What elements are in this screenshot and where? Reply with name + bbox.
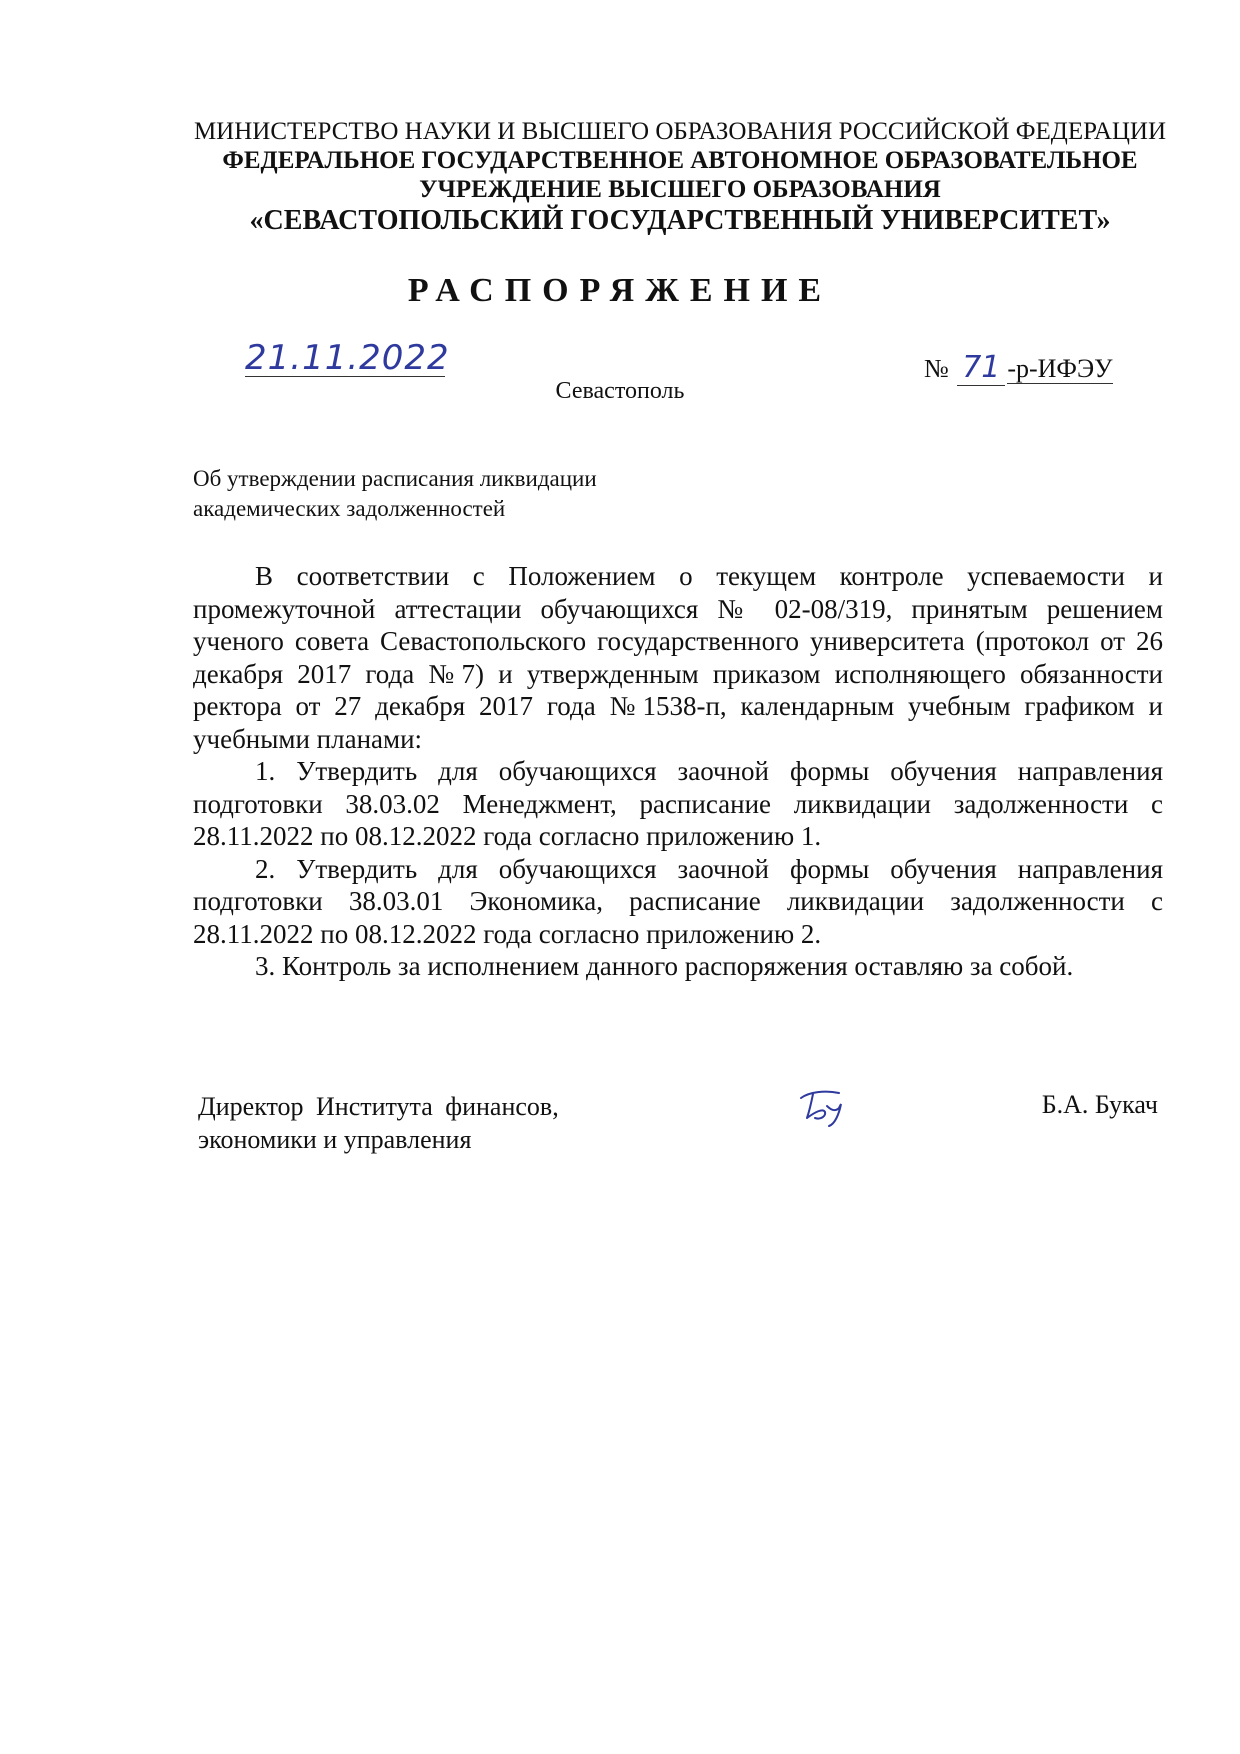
signatory-position (198, 1090, 559, 1156)
position-line-1: Директор Института финансов, (198, 1092, 559, 1121)
preamble-paragraph: В соответствии с Положением о текущем контроле успеваемости и промежуточной аттестации обучающихся № 02-08/319, принятым решением ученого совета Севастопольского государственного университета (протокол от 26 декабря 2017 года №7) и утвержденным приказом исполняющего обязанности ректора от 27 декабря 2017 года №1538-п, календарным учебным графиком и учебными планами: (193, 561, 1163, 754)
handwritten-date: 21.11.2022 (245, 338, 450, 378)
institution-type-line2: УЧРЕЖДЕНИЕ ВЫСШЕГО ОБРАЗОВАНИЯ (419, 176, 941, 203)
handwritten-order-number: 71 (957, 350, 1005, 386)
letterhead (180, 117, 1180, 238)
signature-block (198, 1090, 1158, 1180)
order-subject (193, 464, 597, 524)
order-number-suffix: -р-ИФЭУ (1007, 354, 1113, 383)
order-body (193, 560, 1163, 983)
institution-type-line1: ФЕДЕРАЛЬНОЕ ГОСУДАРСТВЕННОЕ АВТОНОМНОЕ ОБРАЗОВАТЕЛЬНОЕ (222, 147, 1138, 174)
signatory-name: Б.А. Букач (1041, 1090, 1158, 1119)
city-name: Севастополь (555, 378, 685, 404)
clause-1-paragraph: 1. Утвердить для обучающихся заочной формы обучения направления подготовки 38.03.02 Менеджмент, расписание ликвидации задолженности с 28.11.2022 по 08.12.2022 года согласно приложению 1. (193, 756, 1163, 851)
subject-line-2: академических задолженностей (193, 496, 506, 521)
number-sign: № (924, 354, 949, 383)
ministry-name: МИНИСТЕРСТВО НАУКИ И ВЫСШЕГО ОБРАЗОВАНИЯ РОССИЙСКОЙ ФЕДЕРАЦИИ (193, 118, 1167, 145)
university-name: «СЕВАСТОПОЛЬСКИЙ ГОСУДАРСТВЕННЫЙ УНИВЕРСИТЕТ» (249, 205, 1111, 236)
document-title: РАСПОРЯЖЕНИЕ (407, 272, 833, 309)
subject-line-1: Об утверждении расписания ликвидации (193, 466, 597, 491)
clause-2-paragraph: 2. Утвердить для обучающихся заочной формы обучения направления подготовки 38.03.01 Экономика, расписание ликвидации задолженности с 28.11.2022 по 08.12.2022 года согласно приложению 2. (193, 853, 1163, 949)
position-line-2: экономики и управления (198, 1125, 472, 1154)
clause-3-paragraph: 3. Контроль за исполнением данного распоряжения оставляю за собой. (255, 951, 1074, 981)
handwritten-signature (795, 1084, 855, 1128)
